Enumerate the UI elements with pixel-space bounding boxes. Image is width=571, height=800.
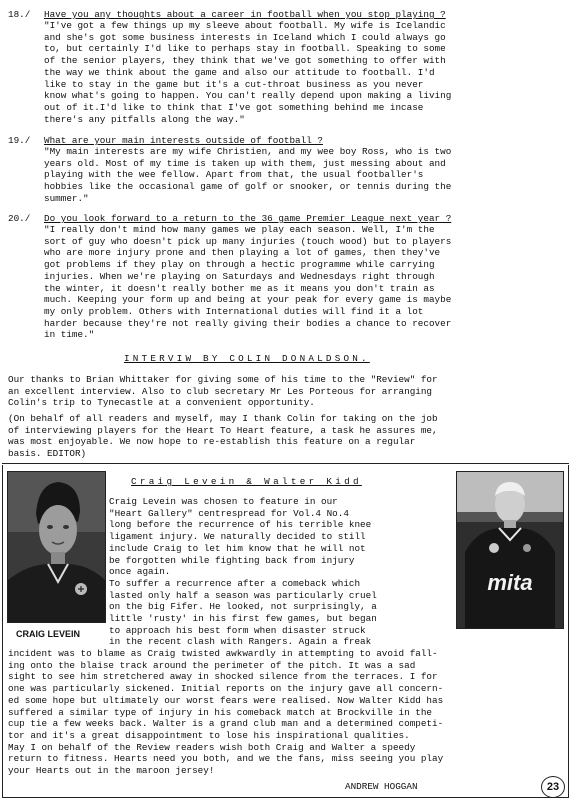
answer-line: much. Keeping your form up and being at your peak for every game is maybe: [44, 294, 452, 306]
feature-line: incident was to blame as Craig twisted awkwardly in attempting to avoid fall-: [8, 648, 438, 659]
editor-note-line: basis. EDITOR): [8, 448, 87, 460]
player-portrait-image: [8, 472, 105, 622]
feature-line: cup tie a few weeks back. Walter is a grand club man and a determined competi-: [8, 718, 444, 730]
answer-line: there's any pitfalls along the way.": [44, 113, 245, 125]
question-18: [8, 9, 564, 129]
feature-line: one was particularly sickened. Initial reports on the injury gave all concern-: [8, 683, 444, 695]
feature-line: Craig Levein was chosen to feature in our: [109, 496, 338, 507]
answer-line: to, but certainly I'd like to perhaps stay in football. Speaking to some: [44, 43, 446, 55]
interview-byline: INTERVIW BY COLIN DONALDSON.: [124, 353, 370, 364]
feature-line: return to fitness. Hearts need you both, and we the fans, miss seeing you play: [8, 753, 444, 765]
answer-line: my only problem. Others with International duties will find it a lot: [44, 305, 424, 317]
answer-text: [44, 224, 566, 341]
answer-line: harder because they're not really giving their bodies a chance to recover: [44, 317, 452, 329]
feature-line: ed some hope but ultimately our worst fears were realised. Now Walter Kidd has: [8, 694, 444, 706]
feature-line: to approach his best form when disaster struck: [109, 624, 366, 636]
feature-line: your Hearts out in the maroon jersey!: [8, 765, 215, 777]
answer-line: out of it.I'd like to think that I've got something behind me incase: [44, 101, 424, 113]
question-text: Do you look forward to a return to the 36 game Premier League next year ?: [44, 213, 452, 224]
feature-line: tor and it's a great disappointment to lose his inspirational qualities.: [8, 729, 410, 741]
editor-note-line: was most enjoyable. We now hope to re-establish this feature on a regular: [8, 436, 416, 448]
thanks-line: Our thanks to Brian Whittaker for giving some of his time to the "Review" for: [8, 374, 438, 385]
answer-line: "My main interests are my wife Christien, and my wee boy Ross, who is two: [44, 146, 452, 157]
answer-line: like to stay in the game but it's a cut-throat business as you never: [44, 78, 424, 90]
answer-line: "I really don't mind how many games we play each season. Well, I'm the: [44, 224, 435, 235]
feature-title: Craig Levein & Walter Kidd: [131, 476, 362, 487]
question-number: 20./: [8, 213, 31, 224]
feature-line: ligament injury. We naturally decided to still: [109, 531, 366, 543]
feature-line: sight to see him stretchered away in shocked silence from the terraces. I for: [8, 671, 438, 683]
answer-line: summer.": [44, 192, 89, 204]
feature-line: "Heart Gallery" centrespread for Vol.4 No.4: [109, 507, 349, 519]
feature-line: suffered a similar type of injury in his comeback match at Brockville in the: [8, 706, 433, 718]
answer-line: "I've got a few things up my sleeve about football. My wife is Icelandic: [44, 20, 446, 31]
answer-line: know what's going to happen. You can't really depend upon making a living: [44, 90, 452, 102]
answer-line: in time.": [44, 329, 95, 341]
answer-line: years old. Most of my time is taken up with them, just messing about and: [44, 157, 446, 169]
answer-line: hobbies like the occasional game of golf or snooker, or tennis during the: [44, 181, 452, 193]
thanks-line: Colin's trip to Tynecastle at a convenient opportunity.: [8, 397, 315, 409]
answer-text: [44, 20, 566, 125]
feature-line: May I on behalf of the Review readers wish both Craig and Walter a speedy: [8, 741, 416, 753]
question-20: [8, 213, 564, 345]
answer-line: who are more injury prone and then playing a lot of games, then they've: [44, 247, 441, 259]
photo-walter-kidd: [456, 471, 564, 629]
answer-line: the winter, it doesn't really bother me as it means you don't train as: [44, 282, 435, 294]
question-number: 18./: [8, 9, 31, 20]
photo-caption: CRAIG LEVEIN: [16, 629, 81, 639]
feature-line: little 'rusty' in his first few games, but began: [109, 613, 377, 625]
feature-line: long before the recurrence of his terrible knee: [109, 519, 372, 531]
question-text: What are your main interests outside of football ?: [44, 135, 323, 146]
question-19: [8, 135, 564, 207]
feature-line: include Craig to let him know that he will not: [109, 542, 366, 554]
feature-line: once again.: [109, 566, 171, 578]
player-portrait-image: [457, 472, 563, 628]
thanks-line: an excellent interview. Also to club secretary Mr Les Porteous for arranging: [8, 385, 433, 397]
feature-line: lasted only half a season was particularly cruel: [109, 589, 377, 601]
editor-note-line: (On behalf of all readers and myself, may I thank Colin for taking on the job: [8, 413, 438, 424]
answer-line: and she's got some business interests in Iceland which I could always go: [44, 31, 446, 43]
question-number: 19./: [8, 135, 31, 146]
feature-line: To suffer a recurrence after a comeback which: [109, 577, 361, 589]
feature-line: on the big Fifer. He looked, not surprisingly, a: [109, 601, 377, 613]
feature-line: be forgotten while fighting back from injury: [109, 554, 355, 566]
section-divider: [2, 463, 569, 464]
photo-craig-levein: [7, 471, 106, 623]
thanks-paragraph: [8, 374, 564, 409]
feature-column-text: [109, 496, 453, 648]
answer-line: injuries. When we're playing on Saturdays and Wednesdays right through: [44, 270, 435, 282]
answer-line: sort of guy who doesn't pick up many injuries (touch wood) but to players: [44, 235, 452, 247]
page-number: 23: [541, 776, 565, 798]
editor-note: [8, 413, 564, 460]
question-text: Have you any thoughts about a career in football when you stop playing ?: [44, 9, 446, 20]
answer-text: [44, 146, 566, 205]
editor-note-line: of interviewing players for the Heart To Heart feature, a task he assures me,: [8, 424, 438, 436]
feature-author: ANDREW HOGGAN: [345, 781, 418, 792]
feature-full-text: [8, 648, 564, 777]
answer-line: got problems if they play on through a hectic programme while carrying: [44, 259, 435, 271]
feature-line: ing onto the blaise track around the perimeter of the pitch. It was a sad: [8, 659, 416, 671]
feature-line: in the recent clash with Rangers. Again a freak: [109, 636, 372, 648]
answer-line: the way we think about the game and also our attitude to football. I'd: [44, 66, 435, 78]
answer-line: of the senior players, they think that we've got something to offer with: [44, 55, 446, 67]
shirt-sponsor-text: mita: [487, 570, 533, 595]
answer-line: playing with the wee fellow. Apart from that, the usual footballer's: [44, 169, 424, 181]
